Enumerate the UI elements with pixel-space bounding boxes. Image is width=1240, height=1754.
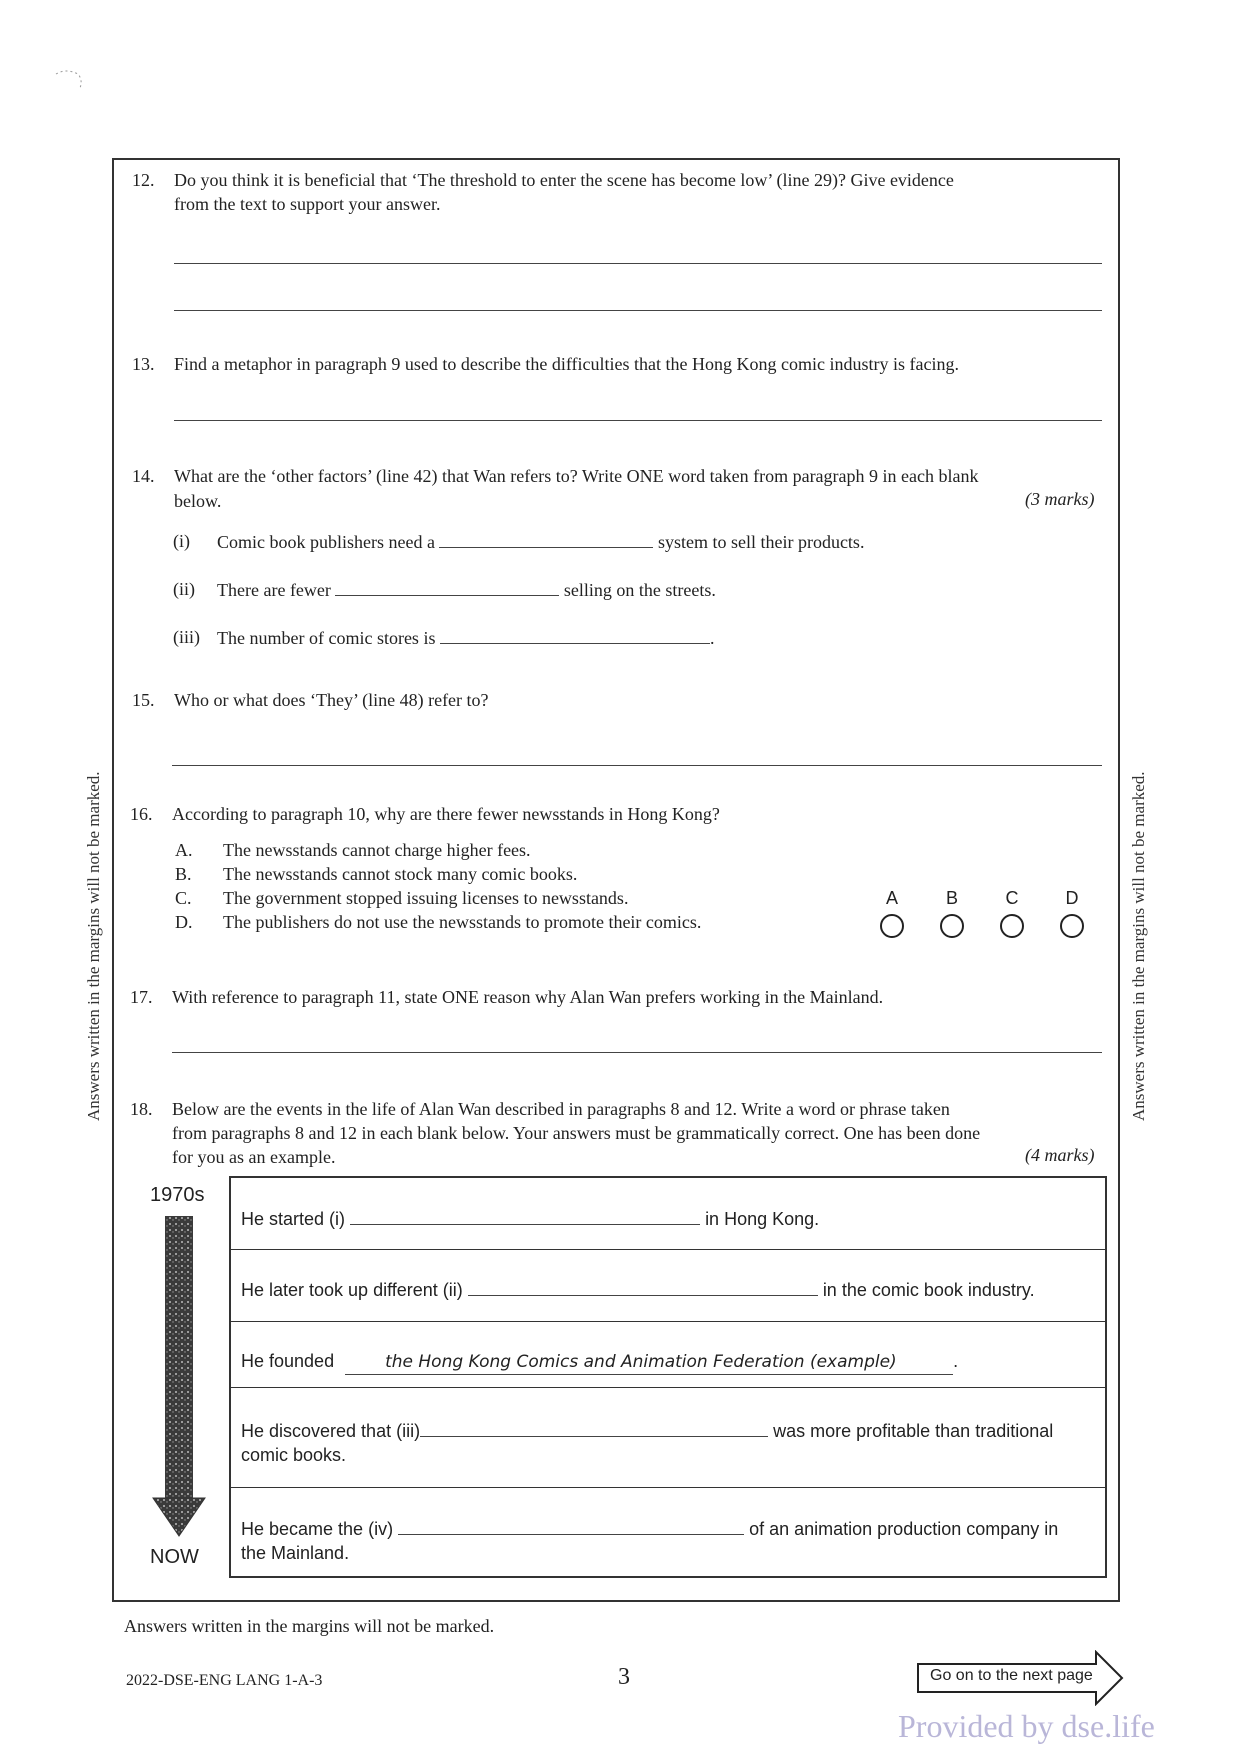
sub-item-number: (i)	[173, 531, 190, 551]
answer-line[interactable]	[174, 420, 1102, 421]
question-text: According to paragraph 10, why are there fewer newsstands in Hong Kong?	[172, 804, 720, 824]
sub-item-text: There are fewer	[217, 580, 331, 600]
row-text: .	[953, 1351, 959, 1371]
question-number: 12.	[132, 170, 155, 190]
row-text: in Hong Kong.	[705, 1209, 820, 1229]
scan-speck	[52, 66, 88, 92]
question-13	[132, 352, 1112, 382]
marks-label: (4 marks)	[1025, 1145, 1095, 1165]
question-number: 17.	[130, 987, 153, 1007]
sub-item-number: (ii)	[173, 579, 195, 599]
left-margin-note: Answers written in the margins will not be marked.	[84, 771, 103, 1121]
sub-item-text: selling on the streets.	[563, 580, 716, 600]
row-text: He discovered that (iii)	[241, 1421, 421, 1441]
question-15	[132, 688, 1112, 718]
question-text: Do you think it is beneficial that ‘The threshold to enter the scene has become low’ (line 29)? Give evidence	[174, 170, 954, 190]
row-text: He founded	[241, 1351, 335, 1371]
answer-blank[interactable]	[439, 529, 653, 548]
question-number: 16.	[130, 804, 153, 824]
question-12	[132, 168, 1112, 318]
bubble-label-d: D	[1065, 888, 1079, 908]
sub-item-number: (iii)	[173, 627, 200, 647]
timeline-row-4	[231, 1388, 1105, 1488]
example-answer: the Hong Kong Comics and Animation Federation (example)	[385, 1352, 897, 1372]
question-number: 14.	[132, 466, 155, 486]
question-text: for you as an example.	[172, 1147, 336, 1167]
answer-line[interactable]	[174, 310, 1102, 311]
provider-watermark: Provided by dse.life	[898, 1708, 1155, 1744]
option-text: The newsstands cannot charge higher fees.	[223, 840, 531, 860]
timeline-row-2	[231, 1250, 1105, 1322]
timeline-arrow-icon	[150, 1216, 210, 1546]
sub-item	[173, 625, 1073, 651]
option-letter: A.	[175, 840, 193, 860]
question-17	[130, 985, 1110, 1015]
row-text: the Mainland.	[241, 1543, 350, 1563]
question-14	[132, 464, 1112, 524]
question-number: 15.	[132, 690, 155, 710]
timeline-end-label: NOW	[150, 1546, 199, 1568]
timeline-table	[229, 1176, 1107, 1578]
answer-line[interactable]	[172, 1052, 1102, 1053]
answer-blank[interactable]	[468, 1277, 818, 1296]
question-16	[130, 802, 1110, 832]
timeline-row-1	[231, 1178, 1105, 1250]
paper-code: 2022-DSE-ENG LANG 1-A-3	[126, 1672, 323, 1689]
answer-bubble-b[interactable]	[940, 914, 964, 938]
answer-blank[interactable]	[350, 1206, 700, 1225]
answer-blank[interactable]	[440, 625, 710, 644]
sub-item-text: Comic book publishers need a	[217, 532, 435, 552]
sub-item	[173, 529, 1073, 555]
answer-line[interactable]	[172, 765, 1102, 766]
timeline-start-label: 1970s	[150, 1184, 205, 1206]
next-page-label: Go on to the next page	[930, 1667, 1093, 1684]
marks-label: (3 marks)	[1025, 489, 1095, 509]
row-text: comic books.	[241, 1445, 347, 1465]
footer-note: Answers written in the margins will not be marked.	[124, 1616, 495, 1636]
next-page-button[interactable]	[916, 1650, 1126, 1706]
option-letter: B.	[175, 864, 192, 884]
answer-blank[interactable]	[335, 577, 559, 596]
answer-bubble-a[interactable]	[880, 914, 904, 938]
sub-item	[173, 577, 1073, 603]
question-number: 18.	[130, 1099, 153, 1119]
question-text: from paragraphs 8 and 12 in each blank below. Your answers must be grammatically correct. One has been done	[172, 1123, 981, 1143]
answer-blank[interactable]	[420, 1418, 768, 1437]
timeline-row-3	[231, 1322, 1105, 1388]
sub-item-text: The number of comic stores is	[217, 628, 436, 648]
question-text: Who or what does ‘They’ (line 48) refer to?	[174, 690, 489, 710]
row-text: in the comic book industry.	[822, 1280, 1035, 1300]
question-text: below.	[174, 491, 222, 511]
bubble-label-c: C	[1005, 888, 1019, 908]
row-text: of an animation production company in	[749, 1519, 1059, 1539]
answer-bubble-c[interactable]	[1000, 914, 1024, 938]
option-letter: C.	[175, 888, 192, 908]
row-text: He later took up different (ii)	[241, 1280, 463, 1300]
question-text: With reference to paragraph 11, state ONE reason why Alan Wan prefers working in the Mainland.	[172, 987, 884, 1007]
question-text: Find a metaphor in paragraph 9 used to describe the difficulties that the Hong Kong comic industry is facing.	[174, 354, 959, 374]
answer-bubble-d[interactable]	[1060, 914, 1084, 938]
timeline-row-5	[231, 1488, 1105, 1576]
option-list	[175, 838, 875, 938]
bubble-label-a: A	[885, 888, 898, 908]
question-text: Below are the events in the life of Alan Wan described in paragraphs 8 and 12. Write a word or phrase taken	[172, 1099, 950, 1119]
answer-blank[interactable]	[398, 1516, 744, 1535]
question-text: What are the ‘other factors’ (line 42) that Wan refers to? Write ONE word taken from paragraph 9 in each blank	[174, 466, 979, 486]
sub-item-text: .	[709, 628, 715, 648]
option-text: The newsstands cannot stock many comic books.	[223, 864, 578, 884]
question-number: 13.	[132, 354, 155, 374]
question-text: from the text to support your answer.	[174, 194, 441, 214]
page-number: 3	[618, 1664, 630, 1690]
row-text: was more profitable than traditional	[773, 1421, 1054, 1441]
row-text: He started (i)	[241, 1209, 346, 1229]
answer-line[interactable]	[174, 263, 1102, 264]
option-letter: D.	[175, 912, 193, 932]
bubble-label-b: B	[945, 888, 958, 908]
sub-item-text: system to sell their products.	[657, 532, 865, 552]
right-margin-note: Answers written in the margins will not be marked.	[1129, 771, 1148, 1121]
question-18	[130, 1097, 1110, 1173]
row-text: He became the (iv)	[241, 1519, 394, 1539]
option-text: The publishers do not use the newsstands to promote their comics.	[223, 912, 702, 932]
option-text: The government stopped issuing licenses to newsstands.	[223, 888, 629, 908]
